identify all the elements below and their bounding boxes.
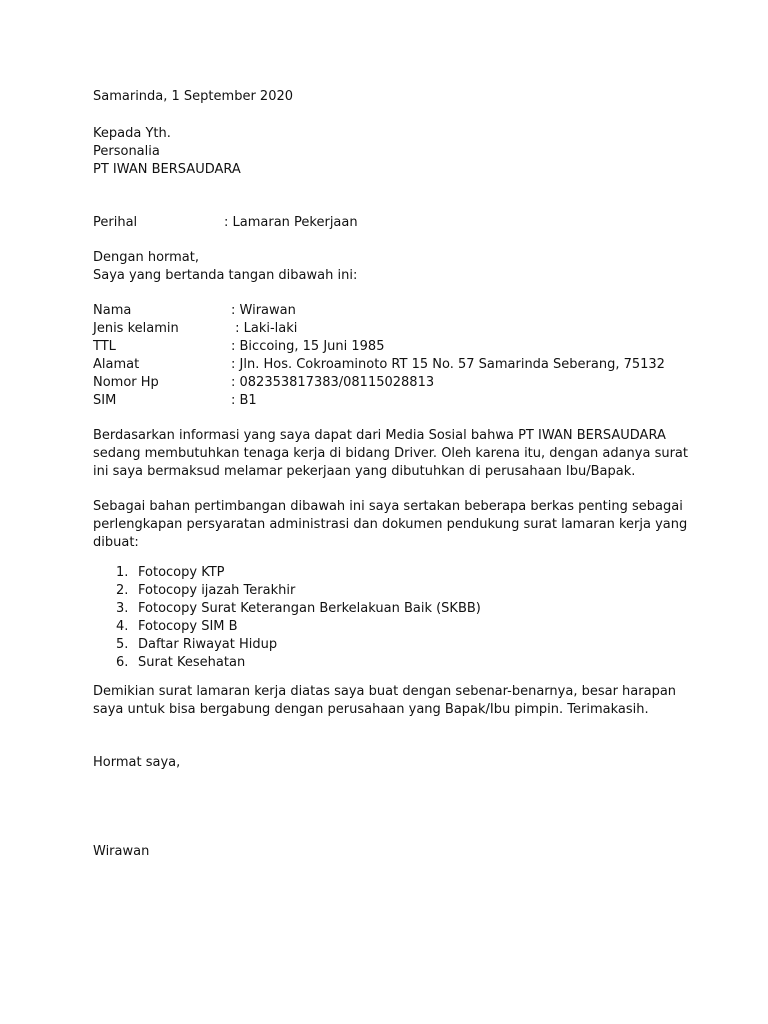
identity-value: : 082353817383/08115028813 — [231, 375, 435, 390]
identity-label: Jenis kelamin — [93, 321, 179, 336]
list-number: 2. — [116, 583, 129, 598]
identity-value: : Wirawan — [231, 303, 296, 318]
paragraph-line: saya untuk bisa bergabung dengan perusahaan yang Bapak/Ibu pimpin. Terimakasih. — [93, 702, 649, 717]
attachment-list — [93, 564, 673, 672]
list-item — [93, 636, 673, 654]
list-item — [93, 618, 673, 636]
list-text: Fotocopy Surat Keterangan Berkelakuan Baik (SKBB) — [138, 601, 481, 616]
list-number: 4. — [116, 619, 129, 634]
list-item — [93, 600, 673, 618]
list-number: 3. — [116, 601, 129, 616]
identity-label: TTL — [93, 339, 116, 354]
paragraph-attachments-intro — [93, 498, 688, 552]
identity-value: : B1 — [231, 393, 257, 408]
paragraph-line: ini saya bermaksud melamar pekerjaan yang dibutuhkan di perusahaan Ibu/Bapak. — [93, 464, 636, 479]
paragraph-line: dibuat: — [93, 535, 139, 550]
list-text: Fotocopy ijazah Terakhir — [138, 583, 296, 598]
identity-row-name — [93, 302, 673, 320]
subject-label: Perihal — [93, 215, 138, 230]
identity-label: Nomor Hp — [93, 375, 159, 390]
identity-row-sim — [93, 392, 673, 410]
list-text: Surat Kesehatan — [138, 655, 246, 670]
identity-value: : Biccoing, 15 Juni 1985 — [231, 339, 385, 354]
letter-page — [93, 88, 688, 861]
paragraph-line: Sebagai bahan pertimbangan dibawah ini saya sertakan beberapa berkas penting sebagai — [93, 499, 683, 514]
list-text: Fotocopy SIM B — [138, 619, 238, 634]
identity-row-phone — [93, 374, 673, 392]
identity-label: Alamat — [93, 357, 140, 372]
paragraph-closing — [93, 683, 677, 719]
list-item — [93, 654, 673, 672]
identity-row-gender — [93, 320, 673, 338]
paragraph-line: Berdasarkan informasi yang saya dapat dari Media Sosial bahwa PT IWAN BERSAUDARA — [93, 428, 666, 443]
recipient-line-1: Kepada Yth. — [93, 126, 171, 141]
salutation: Dengan hormat, — [93, 250, 200, 265]
intro-text: Saya yang bertanda tangan dibawah ini: — [93, 268, 358, 283]
identity-label: Nama — [93, 303, 132, 318]
list-item — [93, 564, 673, 582]
identity-table — [93, 302, 673, 410]
paragraph-line: Demikian surat lamaran kerja diatas saya buat dengan sebenar-benarnya, besar harapan — [93, 684, 677, 699]
paragraph-intent — [93, 427, 688, 481]
identity-row-address — [93, 356, 673, 374]
place-date: Samarinda, 1 September 2020 — [93, 89, 294, 104]
paragraph-line: sedang membutuhkan tenaga kerja di bidang Driver. Oleh karena itu, dengan adanya surat — [93, 446, 688, 461]
recipient-line-2: Personalia — [93, 144, 160, 159]
identity-label: SIM — [93, 393, 117, 408]
list-number: 1. — [116, 565, 129, 580]
paragraph-line: perlengkapan persyaratan administrasi dan dokumen pendukung surat lamaran kerja yang — [93, 517, 688, 532]
recipient-block — [93, 125, 673, 179]
identity-value: : Jln. Hos. Cokroaminoto RT 15 No. 57 Samarinda Seberang, 75132 — [231, 357, 665, 372]
list-text: Daftar Riwayat Hidup — [138, 637, 278, 652]
identity-value: : Laki-laki — [231, 321, 298, 336]
list-item — [93, 582, 673, 600]
recipient-line-3: PT IWAN BERSAUDARA — [93, 162, 241, 177]
signatory-name: Wirawan — [93, 844, 150, 859]
list-text: Fotocopy KTP — [138, 565, 225, 580]
subject-row — [93, 214, 673, 232]
subject-value: : Lamaran Pekerjaan — [224, 215, 358, 230]
list-number: 5. — [116, 637, 129, 652]
sign-off: Hormat saya, — [93, 755, 181, 770]
identity-row-birth — [93, 338, 673, 356]
list-number: 6. — [116, 655, 129, 670]
